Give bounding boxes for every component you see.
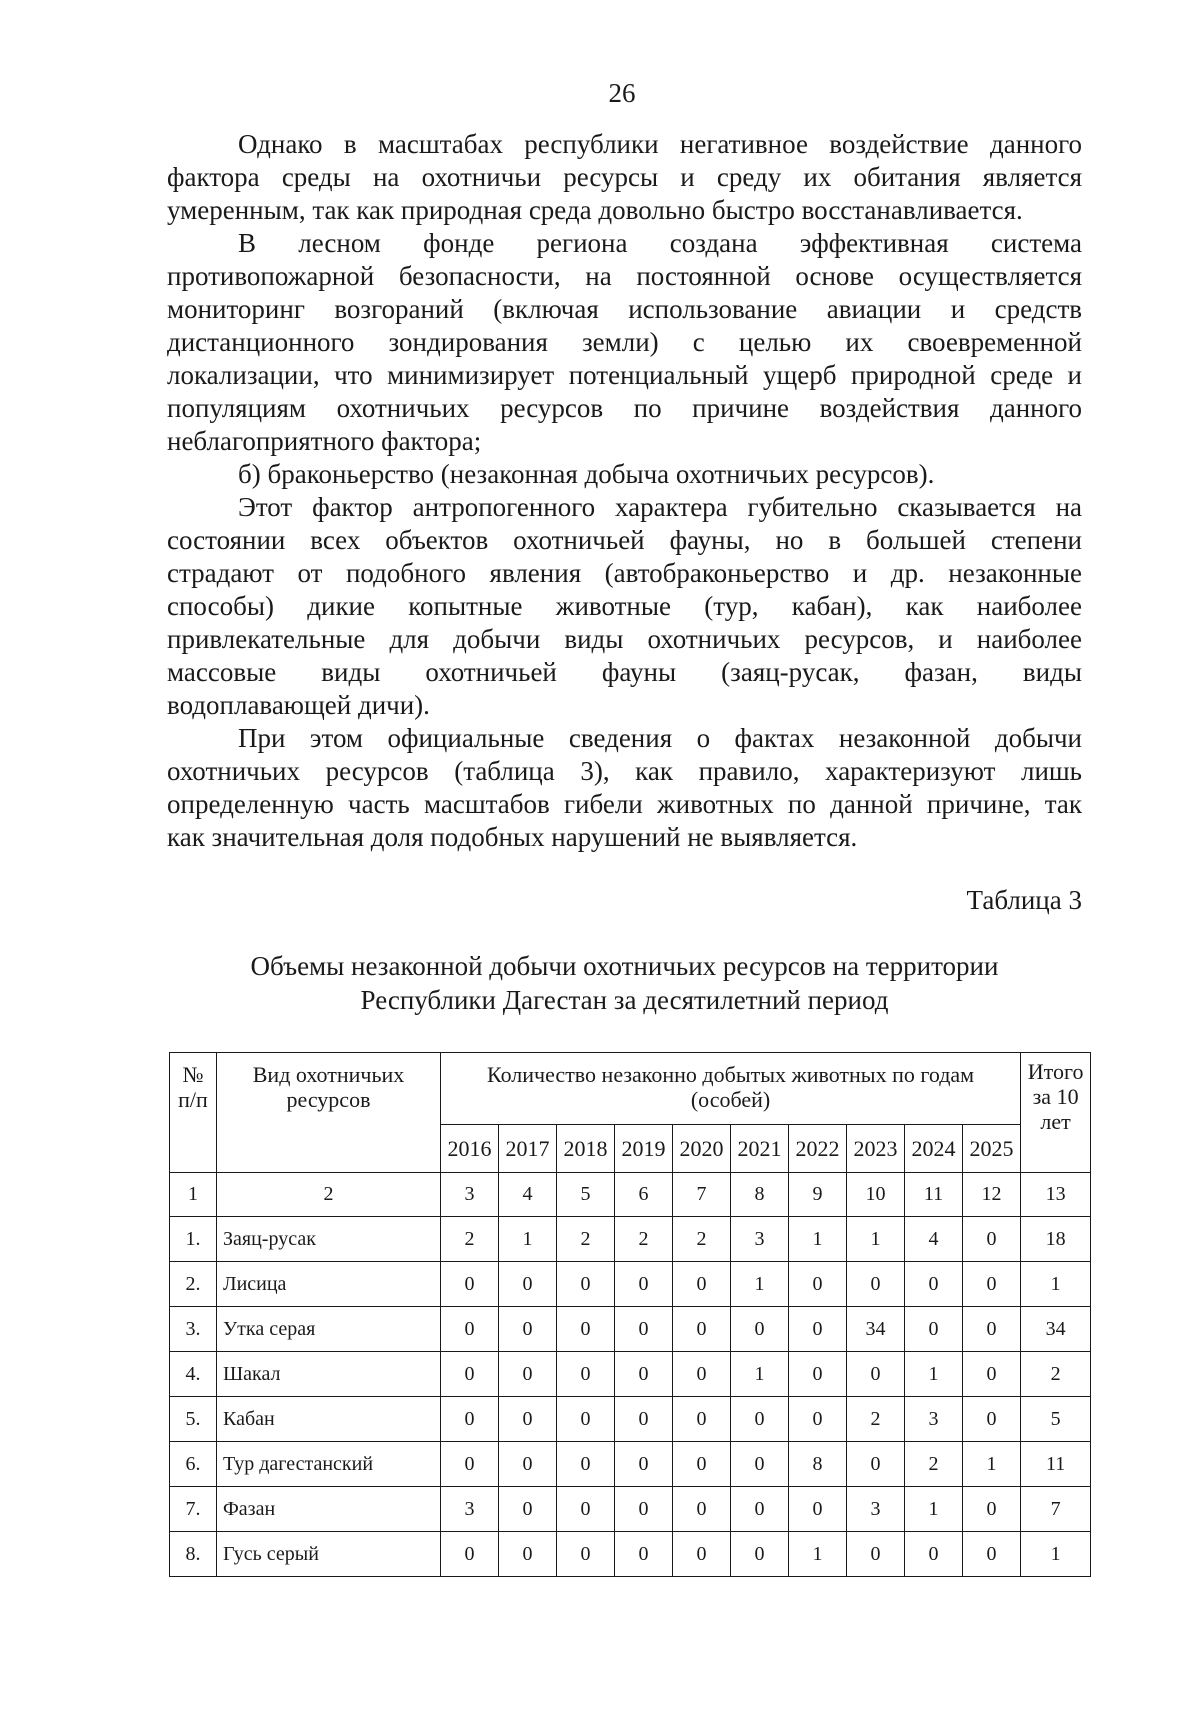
year-value-cell: 0 [673,1397,731,1442]
column-number-cell: 3 [441,1173,499,1217]
table-title [167,949,1082,1017]
year-value-cell: 2 [441,1217,499,1262]
year-header: 2020 [673,1125,731,1173]
year-value-cell: 0 [847,1352,905,1397]
body-text [167,128,1082,854]
species-cell: Лисица [217,1262,441,1307]
year-value-cell: 0 [789,1262,847,1307]
year-value-cell: 8 [789,1442,847,1487]
header-text: (особей) [690,1087,771,1112]
header-text: Вид охотничьих [252,1062,405,1087]
year-value-cell: 0 [847,1262,905,1307]
column-number-cell: 5 [557,1173,615,1217]
year-value-cell: 2 [615,1217,673,1262]
paragraph-line: дистанционного зондирования земли) с целью их своевременной [167,327,1082,357]
table-title-line: Республики Дагестан за десятилетний период [360,985,889,1015]
header-number-cell [170,1053,217,1173]
year-value-cell: 0 [789,1352,847,1397]
column-number-cell: 4 [499,1173,557,1217]
year-header: 2019 [615,1125,673,1173]
year-value-cell: 0 [673,1262,731,1307]
year-value-cell: 0 [441,1532,499,1577]
year-value-cell: 0 [905,1262,963,1307]
year-header: 2018 [557,1125,615,1173]
year-value-cell: 0 [963,1487,1021,1532]
paragraph-line: фактора среды на охотничьи ресурсы и среду их обитания является [167,162,1082,192]
year-value-cell: 1 [789,1217,847,1262]
year-value-cell: 0 [615,1532,673,1577]
paragraph [167,458,1082,491]
year-value-cell: 0 [499,1307,557,1352]
column-number-cell: 7 [673,1173,731,1217]
table-row [170,1442,1091,1487]
year-value-cell: 1 [789,1532,847,1577]
year-value-cell: 0 [673,1532,731,1577]
header-text: № [182,1062,204,1087]
paragraph-line: б) браконьерство (незаконная добыча охотничьих ресурсов). [238,459,935,489]
year-value-cell: 0 [557,1487,615,1532]
paragraph-line: неблагоприятного фактора; [167,426,482,456]
row-number-cell: 7. [170,1487,217,1532]
year-value-cell: 2 [847,1397,905,1442]
year-value-cell: 0 [673,1307,731,1352]
year-value-cell: 0 [557,1352,615,1397]
year-value-cell: 0 [615,1442,673,1487]
year-value-cell: 0 [847,1532,905,1577]
year-value-cell: 0 [441,1352,499,1397]
column-number-cell: 12 [963,1173,1021,1217]
table-row [170,1352,1091,1397]
year-header: 2023 [847,1125,905,1173]
year-value-cell: 2 [557,1217,615,1262]
paragraph-line: привлекательные для добычи виды охотничьих ресурсов, и наиболее [167,624,1082,654]
row-number-cell: 3. [170,1307,217,1352]
year-value-cell: 0 [963,1217,1021,1262]
header-text: за 10 [1032,1084,1079,1109]
year-value-cell: 3 [731,1217,789,1262]
year-value-cell: 0 [557,1397,615,1442]
year-value-cell: 0 [963,1352,1021,1397]
row-number-cell: 8. [170,1532,217,1577]
column-number-cell: 1 [170,1173,217,1217]
header-species-cell [217,1053,441,1173]
year-value-cell: 3 [441,1487,499,1532]
year-header: 2024 [905,1125,963,1173]
year-value-cell: 3 [847,1487,905,1532]
header-text: ресурсов [286,1087,371,1112]
paragraph-line: определенную часть масштабов гибели животных по данной причине, так [167,789,1082,819]
column-number-cell: 11 [905,1173,963,1217]
year-value-cell: 0 [499,1487,557,1532]
paragraph-line: способы) дикие копытные животные (тур, кабан), как наиболее [167,591,1082,621]
page-number: 26 [608,78,636,108]
paragraph-line: популяциям охотничьих ресурсов по причине воздействия данного [167,393,1082,423]
row-number-cell: 2. [170,1262,217,1307]
year-value-cell: 0 [615,1397,673,1442]
header-text: лет [1040,1109,1071,1134]
row-number-cell: 5. [170,1397,217,1442]
total-cell: 18 [1021,1217,1091,1262]
paragraph-line: состоянии всех объектов охотничьей фауны, но в большей степени [167,525,1082,555]
table-row [170,1532,1091,1577]
species-cell: Заяц-русак [217,1217,441,1262]
year-value-cell: 0 [615,1352,673,1397]
column-number-row [170,1173,1091,1217]
year-value-cell: 0 [673,1442,731,1487]
column-number-cell: 10 [847,1173,905,1217]
year-value-cell: 0 [789,1307,847,1352]
total-cell: 5 [1021,1397,1091,1442]
year-value-cell: 1 [847,1217,905,1262]
header-text: п/п [178,1087,208,1112]
year-value-cell: 0 [557,1442,615,1487]
paragraph-line: охотничьих ресурсов (таблица 3), как правило, характеризуют лишь [167,756,1082,786]
year-value-cell: 2 [673,1217,731,1262]
year-value-cell: 1 [499,1217,557,1262]
header-count-cell [441,1053,1021,1125]
total-cell: 1 [1021,1532,1091,1577]
column-number-cell: 6 [615,1173,673,1217]
year-value-cell: 0 [673,1487,731,1532]
year-value-cell: 3 [905,1397,963,1442]
year-value-cell: 0 [963,1532,1021,1577]
table-label: Таблица 3 [966,885,1082,915]
header-text: Количество незаконно добытых животных по годам [487,1062,975,1087]
year-value-cell: 0 [557,1262,615,1307]
year-value-cell: 0 [441,1397,499,1442]
year-value-cell: 0 [731,1442,789,1487]
species-cell: Фазан [217,1487,441,1532]
year-header: 2022 [789,1125,847,1173]
total-cell: 1 [1021,1262,1091,1307]
row-number-cell: 6. [170,1442,217,1487]
table-row [170,1397,1091,1442]
year-value-cell: 4 [905,1217,963,1262]
total-cell: 2 [1021,1352,1091,1397]
paragraph-line: противопожарной безопасности, на постоянной основе осуществляется [167,261,1082,291]
header-text: Итого [1027,1059,1084,1084]
total-cell: 34 [1021,1307,1091,1352]
year-value-cell: 0 [441,1307,499,1352]
year-header: 2017 [499,1125,557,1173]
year-value-cell: 0 [731,1532,789,1577]
year-value-cell: 0 [499,1352,557,1397]
row-number-cell: 4. [170,1352,217,1397]
paragraph [167,722,1082,854]
column-number-cell: 2 [217,1173,441,1217]
row-number-cell: 1. [170,1217,217,1262]
year-value-cell: 1 [963,1442,1021,1487]
paragraph-line: В лесном фонде региона создана эффективная система [238,228,1082,258]
year-value-cell: 34 [847,1307,905,1352]
paragraph-line: локализации, что минимизирует потенциальный ущерб природной среде и [167,360,1082,390]
column-number-cell: 8 [731,1173,789,1217]
paragraph-line: как значительная доля подобных нарушений не выявляется. [167,822,858,852]
species-cell: Тур дагестанский [217,1442,441,1487]
year-header: 2025 [963,1125,1021,1173]
table-row [170,1307,1091,1352]
table-body [170,1173,1091,1577]
year-value-cell: 0 [499,1532,557,1577]
table-row [170,1487,1091,1532]
year-value-cell: 0 [441,1262,499,1307]
paragraph-line: Этот фактор антропогенного характера губительно сказывается на [238,492,1082,522]
year-value-cell: 0 [673,1352,731,1397]
year-value-cell: 0 [731,1397,789,1442]
header-total-cell [1021,1053,1091,1173]
year-value-cell: 0 [847,1442,905,1487]
paragraph-line: водоплавающей дичи). [167,690,430,720]
year-value-cell: 0 [615,1307,673,1352]
species-cell: Кабан [217,1397,441,1442]
paragraph-line: массовые виды охотничьей фауны (заяц-русак, фазан, виды [167,657,1082,687]
table-title-line: Объемы незаконной добычи охотничьих ресурсов на территории [250,951,999,981]
paragraph-line: умеренным, так как природная среда довольно быстро восстанавливается. [167,195,1023,225]
species-cell: Шакал [217,1352,441,1397]
paragraph [167,227,1082,458]
table-row [170,1217,1091,1262]
year-value-cell: 0 [963,1307,1021,1352]
year-value-cell: 0 [499,1397,557,1442]
illegal-harvest-table [169,1052,1091,1577]
paragraph [167,128,1082,227]
year-value-cell: 1 [905,1487,963,1532]
year-value-cell: 0 [499,1262,557,1307]
year-value-cell: 0 [441,1442,499,1487]
year-value-cell: 0 [557,1307,615,1352]
year-header: 2021 [731,1125,789,1173]
year-header: 2016 [441,1125,499,1173]
year-value-cell: 0 [731,1307,789,1352]
column-number-cell: 13 [1021,1173,1091,1217]
year-value-cell: 1 [905,1352,963,1397]
year-value-cell: 0 [731,1487,789,1532]
species-cell: Утка серая [217,1307,441,1352]
paragraph-line: Однако в масштабах республики негативное воздействие данного [238,129,1082,159]
year-value-cell: 0 [789,1397,847,1442]
year-value-cell: 0 [615,1262,673,1307]
paragraph [167,491,1082,722]
year-value-cell: 0 [963,1262,1021,1307]
year-value-cell: 0 [557,1532,615,1577]
species-cell: Гусь серый [217,1532,441,1577]
year-value-cell: 0 [905,1307,963,1352]
year-value-cell: 0 [905,1532,963,1577]
year-value-cell: 0 [615,1487,673,1532]
total-cell: 11 [1021,1442,1091,1487]
total-cell: 7 [1021,1487,1091,1532]
year-value-cell: 2 [905,1442,963,1487]
year-value-cell: 0 [789,1487,847,1532]
column-number-cell: 9 [789,1173,847,1217]
year-value-cell: 0 [499,1442,557,1487]
header-row [170,1053,1091,1125]
table-row [170,1262,1091,1307]
paragraph-line: При этом официальные сведения о фактах незаконной добычи [238,723,1082,753]
paragraph-line: мониторинг возгораний (включая использование авиации и средств [167,294,1082,324]
year-value-cell: 1 [731,1262,789,1307]
paragraph-line: страдают от подобного явления (автобраконьерство и др. незаконные [167,558,1082,588]
year-value-cell: 0 [963,1397,1021,1442]
year-value-cell: 1 [731,1352,789,1397]
